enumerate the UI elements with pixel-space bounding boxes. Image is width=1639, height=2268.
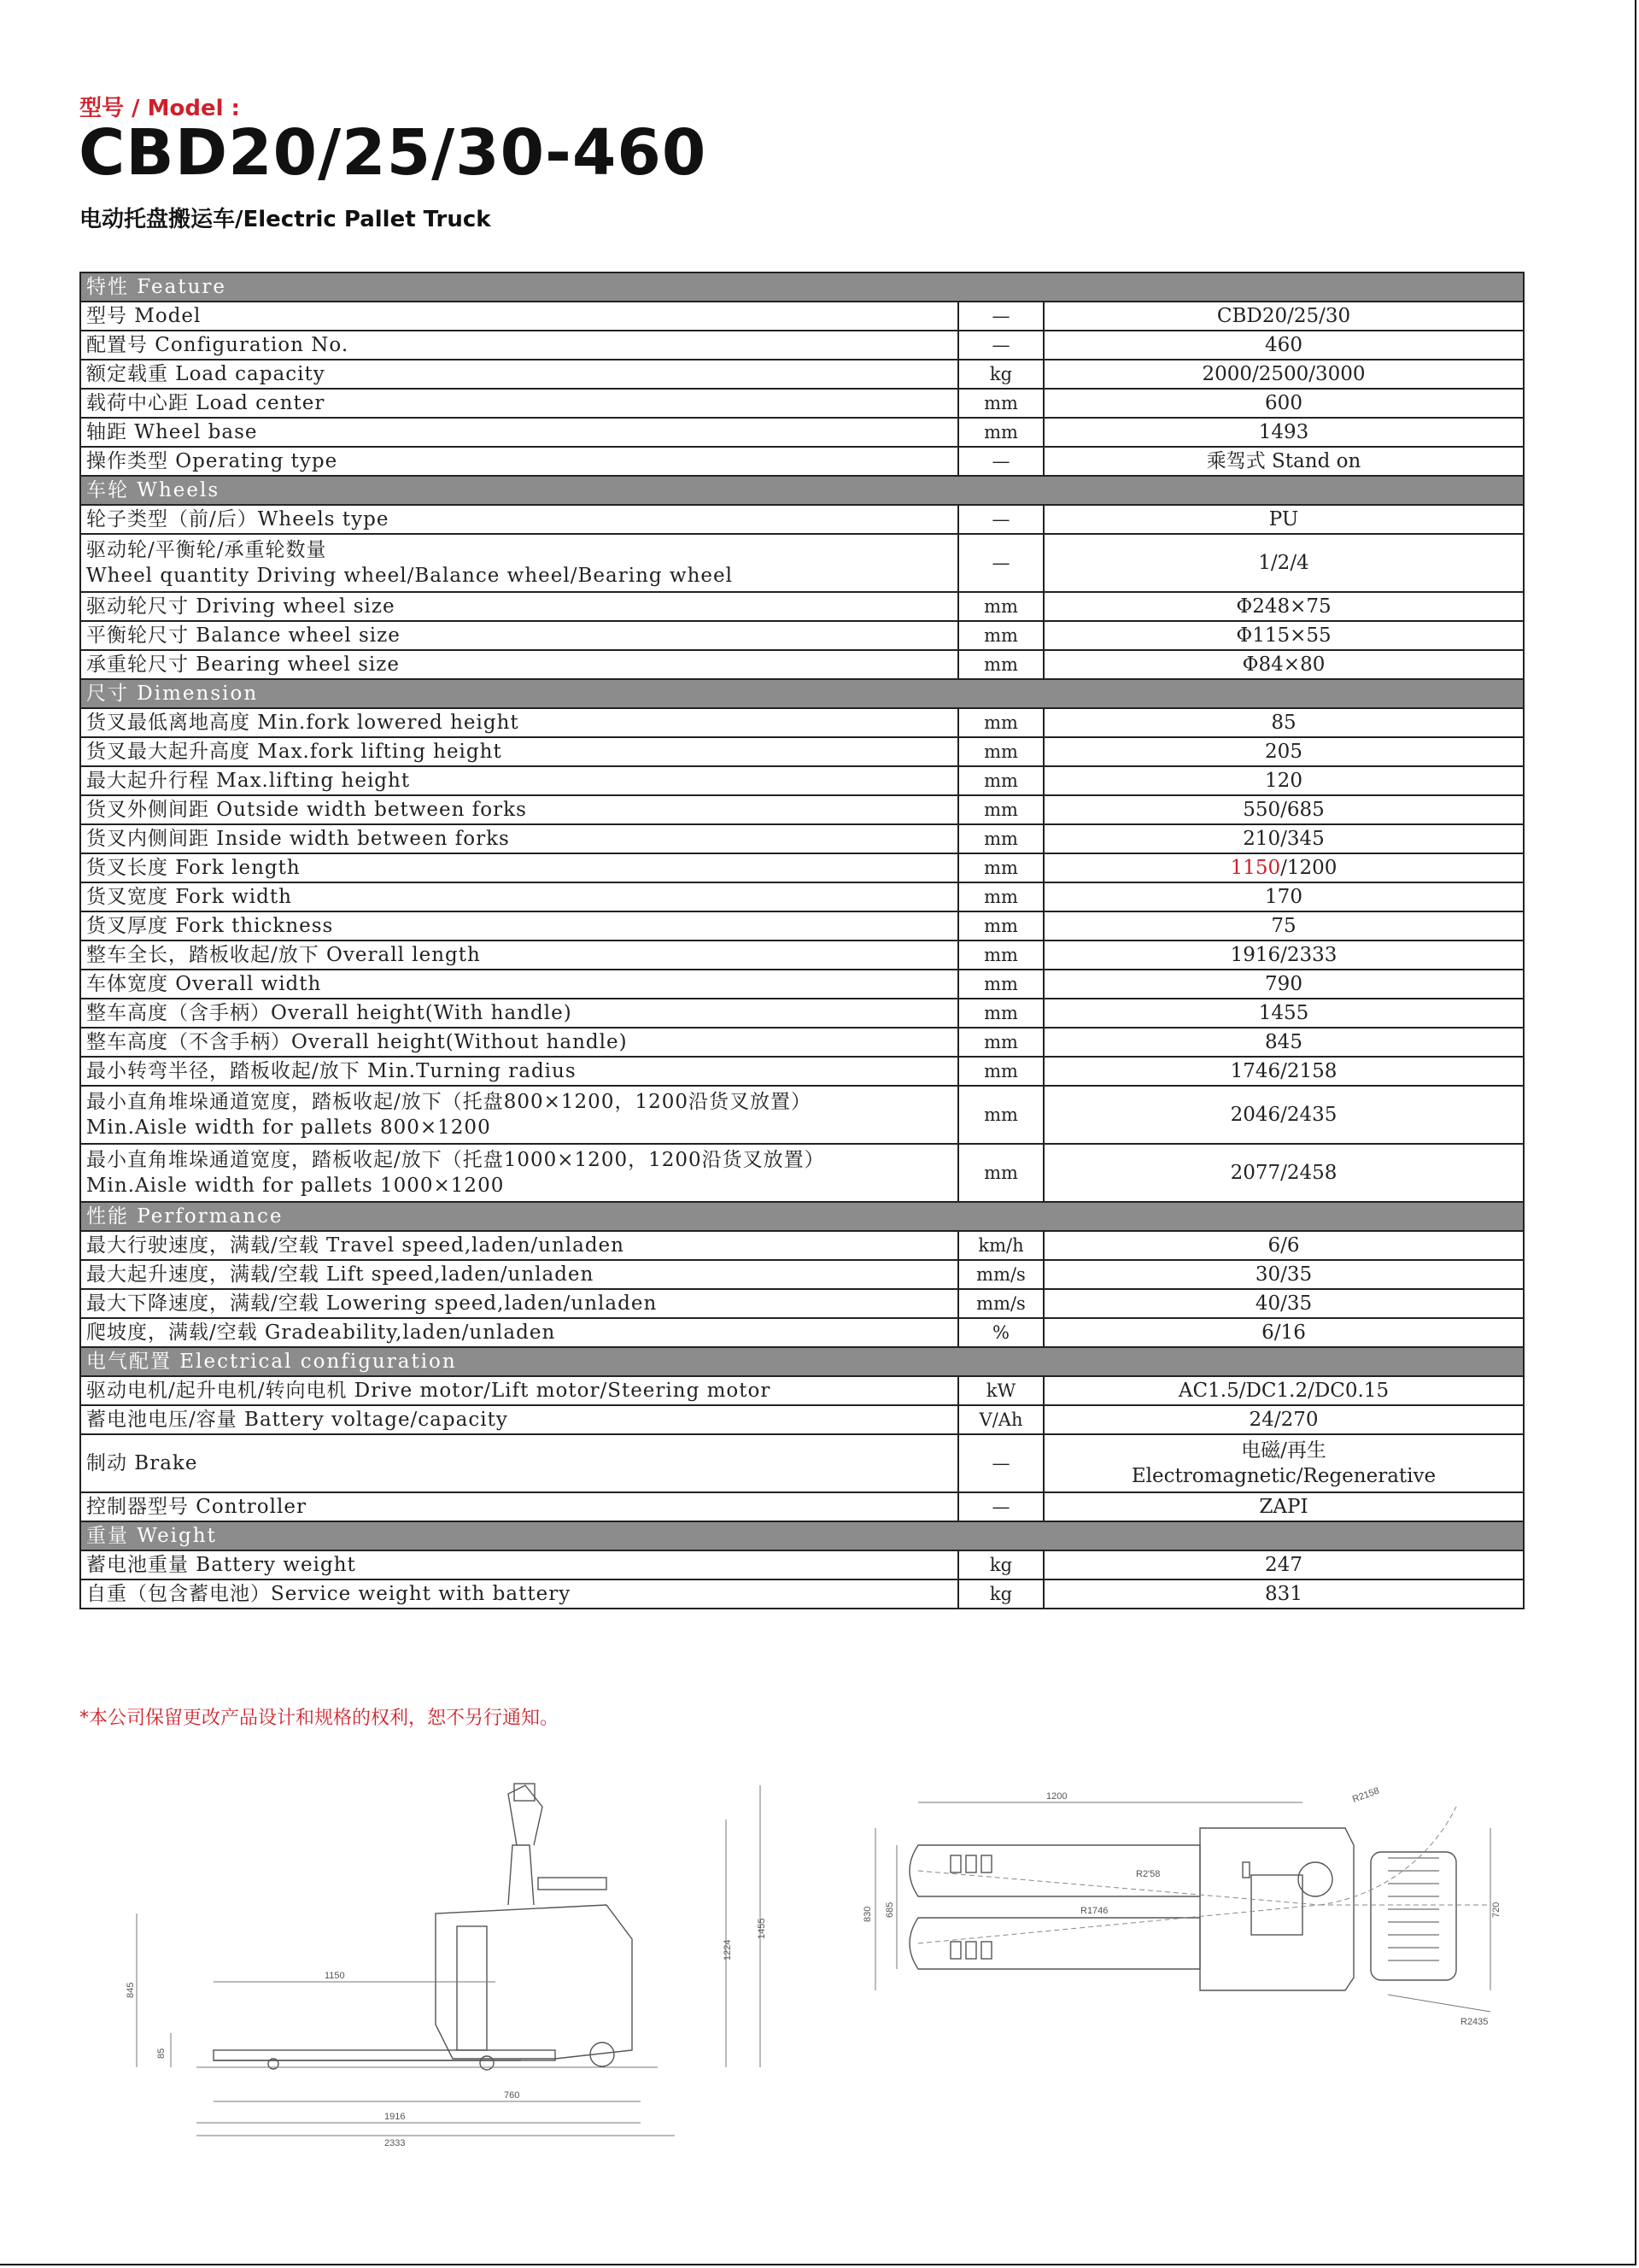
table-row: 最大行驶速度，满载/空载 Travel speed,laden/unladen km/h 6/6: [80, 1231, 1524, 1260]
spec-table: [79, 272, 1525, 1609]
fork-length-highlight: 1150: [1230, 856, 1281, 879]
table-row: 驱动轮尺寸 Driving wheel size mm Φ248×75: [80, 592, 1524, 621]
side-dim-height-no-handle: 845: [126, 1982, 136, 1998]
table-row: 平衡轮尺寸 Balance wheel size mm Φ115×55: [80, 621, 1524, 650]
top-dim-overall-width: 830: [863, 1906, 873, 1922]
table-row: 驱动电机/起升电机/转向电机 Drive motor/Lift motor/Steering motor kW AC1.5/DC1.2/DC0.15: [80, 1376, 1524, 1405]
top-dim-platform: 720: [1491, 1902, 1501, 1918]
table-row: 自重（包含蓄电池）Service weight with battery kg 831: [80, 1579, 1524, 1609]
product-name: 电动托盘搬运车/Electric Pallet Truck: [79, 207, 491, 232]
section-header-performance: 性能 Performance: [80, 1202, 1524, 1231]
table-row: 货叉内侧间距 Inside width between forks mm 210/345: [80, 824, 1524, 853]
table-row: 货叉厚度 Fork thickness mm 75: [80, 911, 1524, 941]
model-code: CBD20/25/30-460: [79, 116, 707, 190]
table-row: 货叉最大起升高度 Max.fork lifting height mm 205: [80, 737, 1524, 766]
table-row: 轴距 Wheel base mm 1493: [80, 418, 1524, 447]
top-dim-outside-forks: 685: [885, 1902, 895, 1918]
model-label: 型号 / Model :: [79, 96, 240, 121]
table-row: 承重轮尺寸 Bearing wheel size mm Φ84×80: [80, 650, 1524, 679]
top-dim-radius-2158: R2158: [1350, 1785, 1381, 1805]
table-row: 整车高度（含手柄）Overall height(With handle) mm 1455: [80, 999, 1524, 1028]
table-row: 驱动轮/平衡轮/承重轮数量 Wheel quantity Driving wheel/Balance wheel/Bearing wheel — 1/2/4: [80, 534, 1524, 592]
top-view-drawing: [841, 1777, 1507, 2033]
side-dim-height-with-handle: 1455: [757, 1918, 767, 1939]
table-row: 型号 Model — CBD20/25/30: [80, 302, 1524, 331]
section-header-feature: 特性 Feature: [80, 273, 1524, 302]
table-row: 最小直角堆垛通道宽度，踏板收起/放下（托盘800×1200，1200沿货叉放置） Min.Aisle width for pallets 800×1200 mm 2046/2435: [80, 1086, 1524, 1144]
section-header-dimension: 尺寸 Dimension: [80, 679, 1524, 708]
table-row: 额定载重 Load capacity kg 2000/2500/3000: [80, 360, 1524, 389]
table-row: 最大下降速度，满载/空载 Lowering speed,laden/unladen mm/s 40/35: [80, 1289, 1524, 1318]
disclaimer: *本公司保留更改产品设计和规格的权利，恕不另行通知。: [79, 1708, 559, 1729]
table-row: 蓄电池电压/容量 Battery voltage/capacity V/Ah 24/270: [80, 1405, 1524, 1434]
table-row: 整车全长，踏板收起/放下 Overall length mm 1916/2333: [80, 941, 1524, 970]
table-row: 整车高度（不含手柄）Overall height(Without handle) mm 845: [80, 1028, 1524, 1057]
table-row: 最大起升行程 Max.lifting height mm 120: [80, 766, 1524, 795]
top-dim-radius-2435: R2435: [1460, 2017, 1489, 2027]
side-dim-overall-length-folded: 1916: [384, 2112, 406, 2122]
table-row: 配置号 Configuration No. — 460: [80, 331, 1524, 360]
table-row: 操作类型 Operating type — 乘驾式 Stand on: [80, 447, 1524, 476]
table-row: 爬坡度，满载/空载 Gradeability,laden/unladen % 6/16: [80, 1318, 1524, 1347]
side-view-drawing: [128, 1777, 777, 2153]
table-row: 蓄电池重量 Battery weight kg 247: [80, 1550, 1524, 1579]
section-header-wheels: 车轮 Wheels: [80, 476, 1524, 505]
table-row: 货叉外侧间距 Outside width between forks mm 550/685: [80, 795, 1524, 824]
side-dim-fork-length: 1150: [325, 1971, 345, 1981]
table-row: 货叉最低离地高度 Min.fork lowered height mm 85: [80, 708, 1524, 737]
side-dim-overall-length-unfolded: 2333: [384, 2138, 406, 2148]
section-header-weight: 重量 Weight: [80, 1521, 1524, 1550]
side-dim-handle-height: 1224: [723, 1939, 733, 1960]
table-row: 车体宽度 Overall width mm 790: [80, 970, 1524, 999]
table-row: 货叉宽度 Fork width mm 170: [80, 882, 1524, 911]
top-dim-radius-1746: R1746: [1080, 1906, 1109, 1916]
table-row: 最大起升速度，满载/空载 Lift speed,laden/unladen mm/s 30/35: [80, 1260, 1524, 1289]
table-row: 控制器型号 Controller — ZAPI: [80, 1492, 1524, 1521]
top-dim-radius-2-58: R2'58: [1136, 1869, 1161, 1879]
side-dim-width: 760: [504, 2090, 520, 2101]
top-dim-fork-length: 1200: [1046, 1791, 1068, 1802]
table-row: 制动 Brake — 电磁/再生 Electromagnetic/Regenerative: [80, 1434, 1524, 1492]
side-dim-fork-lowered: 85: [156, 2048, 167, 2059]
section-header-electrical: 电气配置 Electrical configuration: [80, 1347, 1524, 1376]
table-row: 最小直角堆垛通道宽度，踏板收起/放下（托盘1000×1200，1200沿货叉放置） Min.Aisle width for pallets 1000×1200 mm 2077/2458: [80, 1144, 1524, 1202]
table-row: 轮子类型（前/后）Wheels type — PU: [80, 505, 1524, 534]
table-row: 货叉长度 Fork length mm 1150/1200: [80, 853, 1524, 882]
table-row: 载荷中心距 Load center mm 600: [80, 389, 1524, 418]
table-row: 最小转弯半径，踏板收起/放下 Min.Turning radius mm 1746/2158: [80, 1057, 1524, 1086]
